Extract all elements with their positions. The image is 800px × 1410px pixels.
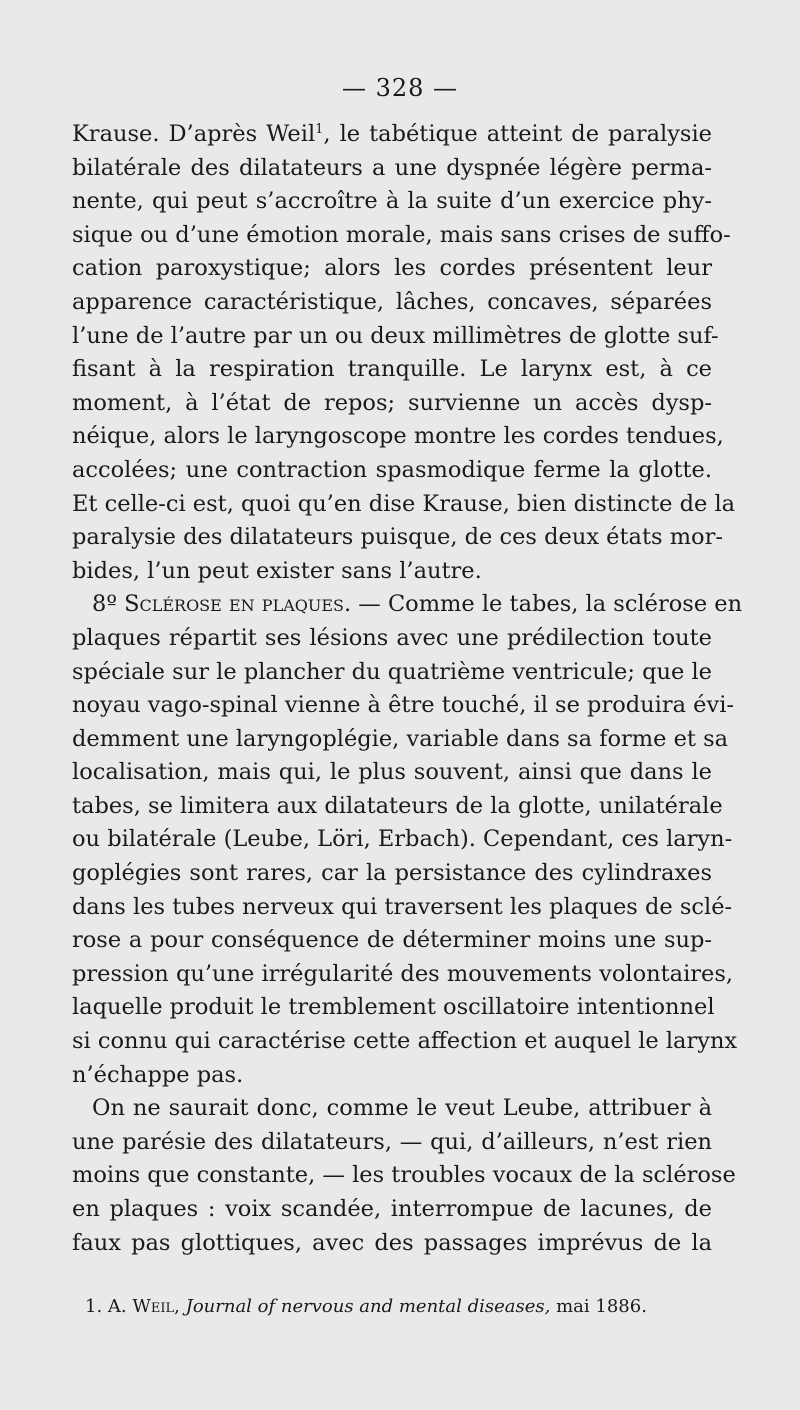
- text-line: [72, 689, 734, 723]
- line-text: sique ou d’une émotion morale, mais sans crises de suffo-: [72, 221, 731, 248]
- line-text: fisant à la respiration tranquille. Le larynx est, à ce: [72, 356, 712, 383]
- text-line: [72, 588, 743, 622]
- text-line: [72, 1159, 736, 1193]
- line-text: si connu qui caractérise cette affection et auquel le larynx: [72, 1028, 738, 1055]
- line-text: faux pas glottiques, avec des passages imprévus de la: [72, 1229, 712, 1256]
- text-line: [72, 118, 712, 152]
- line-text: nente, qui peut s’accroître à la suite d’un exercice phy-: [72, 188, 712, 215]
- line-text: tabes, se limitera aux dilatateurs de la glotte, unilatérale: [72, 792, 723, 819]
- text-line: [72, 1059, 712, 1093]
- text-line: [72, 924, 712, 958]
- text-line: [72, 1092, 712, 1126]
- text-line: [72, 958, 734, 992]
- line-text: laquelle produit le tremblement oscillatoire intentionnel: [72, 994, 715, 1021]
- line-text: bides, l’un peut exister sans l’autre.: [72, 557, 482, 584]
- text-line: [72, 1126, 712, 1160]
- text-line: [72, 488, 736, 522]
- line-text: Et celle-ci est, quoi qu’en dise Krause, bien distincte de la: [72, 490, 736, 517]
- section-heading: Sclérose en plaques.: [124, 591, 352, 618]
- text-line: [72, 756, 712, 790]
- text-line: [72, 420, 724, 454]
- footnote-author-name: Weil,: [132, 1296, 180, 1317]
- line-text: rose a pour conséquence de déterminer moins une sup-: [72, 927, 712, 954]
- line-text: en plaques : voix scandée, interrompue de lacunes, de: [72, 1196, 712, 1222]
- text-line: [72, 1025, 738, 1059]
- line-text: paralysie des dilatateurs puisque, de ces deux états mor-: [72, 524, 723, 551]
- text-line: [72, 622, 712, 656]
- text-line: [72, 891, 733, 925]
- line-text: plaques répartit ses lésions avec une prédilection toute: [72, 624, 712, 651]
- line-text-continued: — Comme le tabes, la sclérose en: [351, 591, 743, 618]
- text-line: [72, 219, 731, 253]
- line-text: moins que constante, — les troubles vocaux de la sclérose: [72, 1162, 736, 1189]
- text-line: [72, 1227, 712, 1261]
- text-line: [72, 353, 712, 387]
- line-text: noyau vago-spinal vienne à être touché, il se produira évi-: [72, 692, 734, 719]
- line-text: accolées; une contraction spasmodique ferme la glotte.: [72, 456, 712, 483]
- text-line: [72, 857, 712, 891]
- footnote-ref: 1: [315, 122, 324, 137]
- text-line: [72, 723, 729, 757]
- line-text: Krause. D’après Weil: [72, 121, 316, 147]
- text-line: [72, 387, 712, 421]
- line-text: On ne saurait donc, comme le veut Leube, attribuer à: [92, 1095, 712, 1122]
- line-text: spéciale sur le plancher du quatrième ventricule; que le: [72, 658, 712, 685]
- text-line: [72, 555, 712, 589]
- line-text: ou bilatérale (Leube, Löri, Erbach). Cependant, ces laryn-: [72, 826, 733, 853]
- text-line: [72, 991, 715, 1025]
- text-line: [72, 286, 712, 320]
- text-line: [72, 185, 712, 219]
- footnote-author-initial: A.: [107, 1296, 127, 1317]
- text-line: [72, 656, 712, 690]
- line-text: une parésie des dilatateurs, — qui, d’ailleurs, n’est rien: [72, 1128, 712, 1155]
- footnote-date: mai 1886.: [556, 1296, 647, 1317]
- footnote-journal: Journal of nervous and mental diseases,: [185, 1296, 551, 1317]
- body-text: [72, 118, 743, 1260]
- line-text-continued: , le tabétique atteint de paralysie: [323, 121, 712, 147]
- line-text: moment, à l’état de repos; survienne un accès dysp-: [72, 389, 712, 416]
- text-line: [72, 790, 723, 824]
- text-line: [72, 252, 712, 286]
- line-text: cation paroxystique; alors les cordes présentent leur: [72, 255, 712, 282]
- text-line: [72, 823, 733, 857]
- line-text: demment une laryngoplégie, variable dans sa forme et sa: [72, 725, 729, 752]
- line-text: l’une de l’autre par un ou deux millimètres de glotte suf-: [72, 322, 719, 349]
- text-line: [72, 454, 712, 488]
- line-text: bilatérale des dilatateurs a une dyspnée légère perma-: [72, 154, 712, 181]
- text-line: [72, 521, 723, 555]
- line-text: localisation, mais qui, le plus souvent, ainsi que dans le: [72, 759, 712, 786]
- line-text: pression qu’une irrégularité des mouvements volontaires,: [72, 960, 734, 987]
- footnote: [85, 1296, 647, 1317]
- line-text: néique, alors le laryngoscope montre les cordes tendues,: [72, 423, 724, 450]
- footnote-number: 1.: [85, 1296, 103, 1317]
- line-text: goplégies sont rares, car la persistance des cylindraxes: [72, 860, 712, 887]
- section-number: 8º: [92, 591, 125, 618]
- text-line: [72, 152, 712, 186]
- line-text: n’échappe pas.: [72, 1061, 244, 1088]
- line-text: dans les tubes nerveux qui traversent les plaques de sclé-: [72, 893, 733, 920]
- line-text: apparence caractéristique, lâches, concaves, séparées: [72, 288, 712, 315]
- page-number: — 328 —: [341, 74, 459, 102]
- text-line: [72, 320, 719, 354]
- text-line: [72, 1193, 712, 1227]
